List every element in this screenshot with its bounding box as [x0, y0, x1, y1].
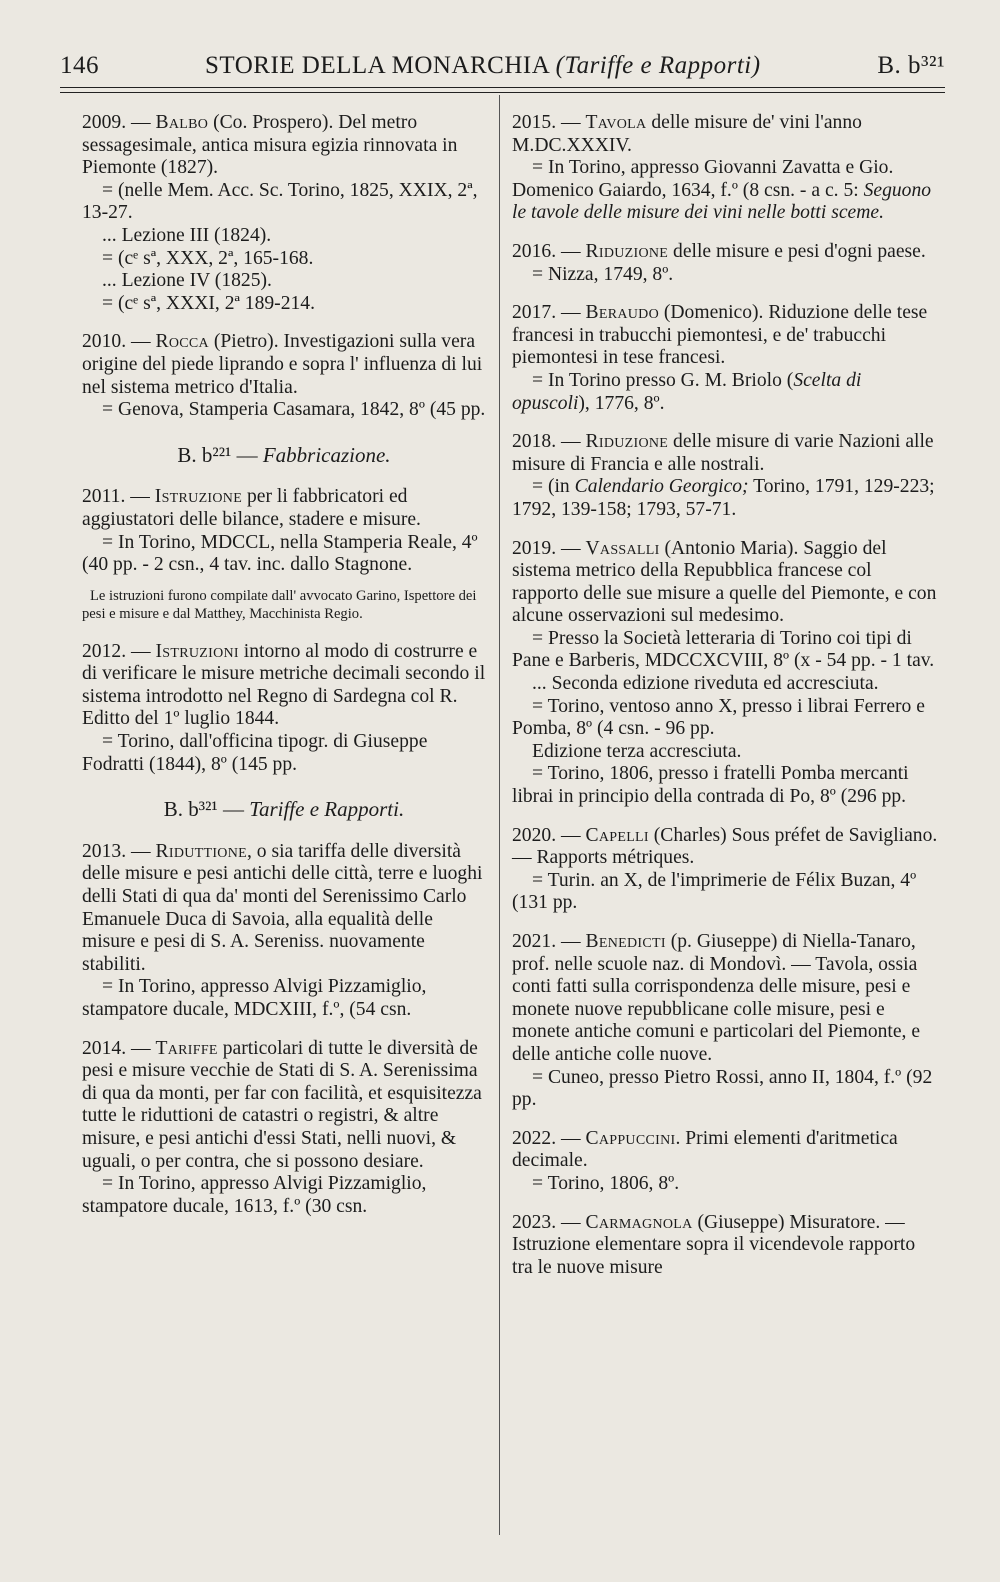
entry-heading: [512, 1212, 940, 1280]
entry-number: 2013. —: [82, 840, 151, 862]
entry-2013: [82, 841, 486, 1022]
right-column: [512, 112, 940, 1295]
entry-title: (Co. Prospero). Del metro sessagesimale, antica misura egizia rinnovata in Piemonte (1827).: [82, 112, 458, 179]
entry-2019: [512, 538, 940, 809]
entry-sub-title: ... Lezione IV (1825).: [102, 270, 272, 292]
entry-imprint: = Cuneo, presso Pietro Rossi, anno II, 1804, f.º (92 pp.: [512, 1066, 933, 1111]
entry-imprint: = Torino, 1806, presso i fratelli Pomba mercanti librai in principio della contrada di Po, 8º (296 pp.: [512, 763, 909, 808]
entry-number: 2009. —: [82, 112, 151, 133]
entry-2015: [512, 112, 940, 225]
entry-author: Cappuccini: [585, 1127, 676, 1149]
entry-number: 2020. —: [512, 824, 581, 846]
entry-number: 2015. —: [512, 112, 581, 133]
entry-title: intorno al modo di costrurre e di verificare le misure metriche decimali secondo il sistema introdotto nel Regno di Sardegna col R. Editto del 1º luglio 1844.: [82, 640, 486, 730]
entry-imprint: = Nizza, 1749, 8º.: [532, 263, 674, 285]
entry-heading: [82, 1038, 486, 1174]
entry-author: Tavola: [585, 112, 647, 133]
entry-number: 2017. —: [512, 302, 581, 324]
entry-heading: [82, 331, 486, 399]
entry-number: 2018. —: [512, 431, 581, 453]
entry-author: Riduzione: [585, 240, 669, 262]
entry-title: (Charles) Sous préfet de Savigliano. — Rapports métriques.: [512, 824, 938, 869]
entry-imprint: = Torino, dall'officina tipogr. di Giuseppe Fodratti (1844), 8º (145 pp.: [82, 731, 428, 775]
entry-number: 2023. —: [512, 1211, 581, 1233]
page-number: 146: [60, 52, 99, 79]
entry-2018: [512, 431, 940, 521]
entry-author: Rocca: [155, 331, 209, 353]
entry-number: 2014. —: [82, 1037, 151, 1059]
entry-title: (Pietro). Investigazioni sulla vera origine del piede liprando e sopra l' influenza di lui nel sistema metrico d'Italia.: [82, 331, 483, 398]
entry-imprint: = In Torino, MDCCL, nella Stamperia Reale, 4º (40 pp. - 2 csn., 4 tav. inc. dallo Stagnone.: [82, 531, 478, 576]
entry-imprint-text: = (in: [532, 476, 575, 498]
entry-heading: [82, 486, 486, 531]
entry-heading: [512, 825, 940, 870]
entry-imprint: = Torino, 1806, 8º.: [532, 1172, 680, 1194]
running-title: [205, 52, 761, 80]
entry-author: Riduzione: [585, 431, 669, 453]
entry-author: Carmagnola: [585, 1211, 693, 1233]
left-column: [82, 112, 486, 1234]
entry-2011: [82, 486, 486, 576]
entry-imprint-italic: Calendario Georgico;: [574, 476, 749, 498]
entry-imprint: = Genova, Stamperia Casamara, 1842, 8º (45 pp.: [102, 399, 486, 421]
entry-title: delle misure de' vini l'anno M.DC.XXXIV.: [512, 112, 862, 156]
entry-imprint: [512, 370, 940, 415]
entry-imprint-end: ), 1776, 8º.: [578, 392, 665, 414]
entry-author: Beraudo: [585, 302, 659, 324]
entry-imprint: = Torino, ventoso anno X, presso i librai Ferrero e Pomba, 8º (4 csn. - 96 pp.: [512, 695, 925, 740]
entry-title: delle misure di varie Nazioni alle misure di Francia e alle nostrali.: [512, 431, 934, 475]
entry-imprint-italic: Scelta di opuscoli: [512, 369, 862, 414]
entry-author: Vassalli: [585, 537, 660, 559]
entry-title: delle misure e pesi d'ogni paese.: [668, 240, 926, 262]
section-heading-mark: B. b²²¹ —: [177, 442, 258, 467]
entry-imprint: = (cᵉ sª, XXX, 2ª, 165-168.: [102, 247, 314, 269]
section-heading-title: Tariffe e Rapporti.: [249, 797, 405, 822]
section-heading-tariffe: [82, 798, 486, 821]
entry-author: Tariffe: [155, 1037, 218, 1059]
section-mark: B. b³²¹: [877, 52, 945, 79]
entry-imprint-end: Torino, 1791, 129-223; 1792, 139-158; 1793, 57-71.: [512, 476, 935, 520]
running-title-italic: (Tariffe e Rapporti): [555, 52, 761, 79]
entry-imprint: = Presso la Società letteraria di Torino coi tipi di Pane e Barberis, MDCCXCVIII, 8º (x - 54 pp. - 1 tav.: [512, 627, 935, 672]
header-rule-top: [60, 87, 945, 88]
entry-number: 2019. —: [512, 537, 581, 559]
entry-title: , o sia tariffa delle diversità delle misure e pesi antichi delle città, terre e luoghi delli Stati di qua da' monti del Serenissimo Carlo Emanuele Duca di Savoia, alla equalità delle misure e pesi di S. A. Sereniss. nuovamente stabiliti.: [82, 840, 483, 975]
entry-imprint: = In Torino, appresso Alvigi Pizzamiglio, stampatore ducale, 1613, f.º (30 csn.: [82, 1173, 427, 1217]
entry-number: 2012. —: [82, 640, 151, 662]
entry-number: 2011. —: [82, 486, 150, 508]
entry-imprint-text: = In Torino, appresso Giovanni Zavatta e Gio. Domenico Gaiardo, 1634, f.º (8 csn. - a c. 5:: [512, 157, 894, 201]
entry-title: particolari di tutte le diversità de pesi e misure vecchie de Stati di S. A. Serenissima di qua da monti, per far con facilità, et esquisitezza tutte le riduttioni de catastri o registri, & altre misure, e pesi antichi d'essi Stati, nelli nuovi, & uguali, o per contra, che si possono desiare.: [82, 1037, 482, 1172]
entry-heading: [512, 538, 940, 628]
entry-title: (Antonio Maria). Saggio del sistema metrico della Repubblica francese col rapporto delle sue misure a quelle del Piemonte, e con alcune osservazioni sul medesimo.: [512, 537, 937, 627]
entry-2020: [512, 825, 940, 915]
entry-sub-title: ... Seconda edizione riveduta ed accresciuta.: [532, 673, 879, 695]
entry-author: Benedicti: [585, 931, 666, 952]
entry-heading: [512, 1128, 940, 1173]
entry-imprint-italic: Seguono le tavole delle misure dei vini nelle botti sceme.: [512, 179, 932, 224]
entry-title: per li fabbricatori ed aggiustatori delle bilance, stadere e misure.: [82, 486, 421, 530]
running-head: [60, 52, 945, 86]
entry-author: Balbo: [155, 112, 209, 133]
entry-heading: [82, 112, 486, 180]
entry-imprint: = (cᵉ sª, XXXI, 2ª 189-214.: [102, 292, 315, 314]
entry-2012: [82, 641, 486, 777]
entry-2022: [512, 1128, 940, 1196]
entry-number: 2021. —: [512, 931, 581, 952]
entry-imprint: [512, 476, 940, 521]
section-heading-title: Fabbricazione.: [262, 442, 391, 467]
entry-title: (p. Giuseppe) di Niella-Tanaro, prof. nelle scuole naz. di Mondovì. — Tavola, ossia conti fatti sulla corrispondenza delle misure, pesi e monete nuove repubblicane colle misure, pesi e monete antiche comuni e particolari del Piemonte, e delle antiche colle nuove.: [512, 931, 921, 1065]
entry-2014: [82, 1038, 486, 1219]
entry-sub-title: Edizione terza accresciuta.: [532, 740, 742, 762]
entry-heading: [512, 931, 940, 1067]
entry-author: Istruzione: [154, 486, 243, 508]
entry-2016: [512, 241, 940, 286]
entry-imprint: = Turin. an X, de l'imprimerie de Félix Buzan, 4º (131 pp.: [512, 869, 917, 914]
entry-note: Le istruzioni furono compilate dall' avvocato Garino, Ispettore dei pesi e misure e dal Matthey, Macchinista Regio.: [82, 587, 477, 622]
section-heading-mark: B. b³²¹ —: [163, 797, 244, 822]
entry-heading: [512, 112, 940, 157]
running-title-main: STORIE DELLA MONARCHIA: [205, 52, 549, 79]
entry-heading: [82, 641, 486, 731]
entry-author: Istruzioni: [155, 640, 239, 662]
entry-imprint: = In Torino, appresso Alvigi Pizzamiglio, stampatore ducale, MDCXIII, f.º, (54 csn.: [82, 976, 427, 1020]
entry-author: Capelli: [585, 824, 649, 846]
entry-number: 2016. —: [512, 240, 581, 262]
section-heading-fabbricazione: [82, 444, 486, 467]
entry-sub-title: ... Lezione III (1824).: [102, 224, 272, 246]
entry-imprint-text: = In Torino presso G. M. Briolo (: [532, 369, 794, 391]
entry-2021: [512, 931, 940, 1112]
entry-2017: [512, 302, 940, 415]
entry-2023: [512, 1212, 940, 1280]
entry-author: Riduttione: [155, 840, 247, 862]
entry-imprint: [512, 157, 940, 225]
entry-2009: [82, 112, 486, 315]
entry-heading: [512, 431, 940, 476]
entry-title: (Domenico). Riduzione delle tese francesi in trabucchi piemontesi, e de' trabucchi piemontesi in tese francesi.: [512, 302, 928, 369]
entry-title: . Primi elementi d'aritmetica decimale.: [512, 1127, 898, 1172]
column-divider: [499, 95, 500, 1535]
entry-heading: [82, 841, 486, 977]
entry-number: 2010. —: [82, 331, 151, 353]
entry-number: 2022. —: [512, 1127, 581, 1149]
entry-2010: [82, 331, 486, 421]
entry-heading: [512, 241, 940, 264]
entry-title: (Giuseppe) Misuratore. — Istruzione elementare sopra il vicendevole rapporto tra le nuove misure: [512, 1211, 916, 1278]
entry-heading: [512, 302, 940, 370]
entry-imprint: = (nelle Mem. Acc. Sc. Torino, 1825, XXIX, 2ª, 13-27.: [82, 179, 478, 224]
header-rule-bottom: [60, 92, 945, 93]
